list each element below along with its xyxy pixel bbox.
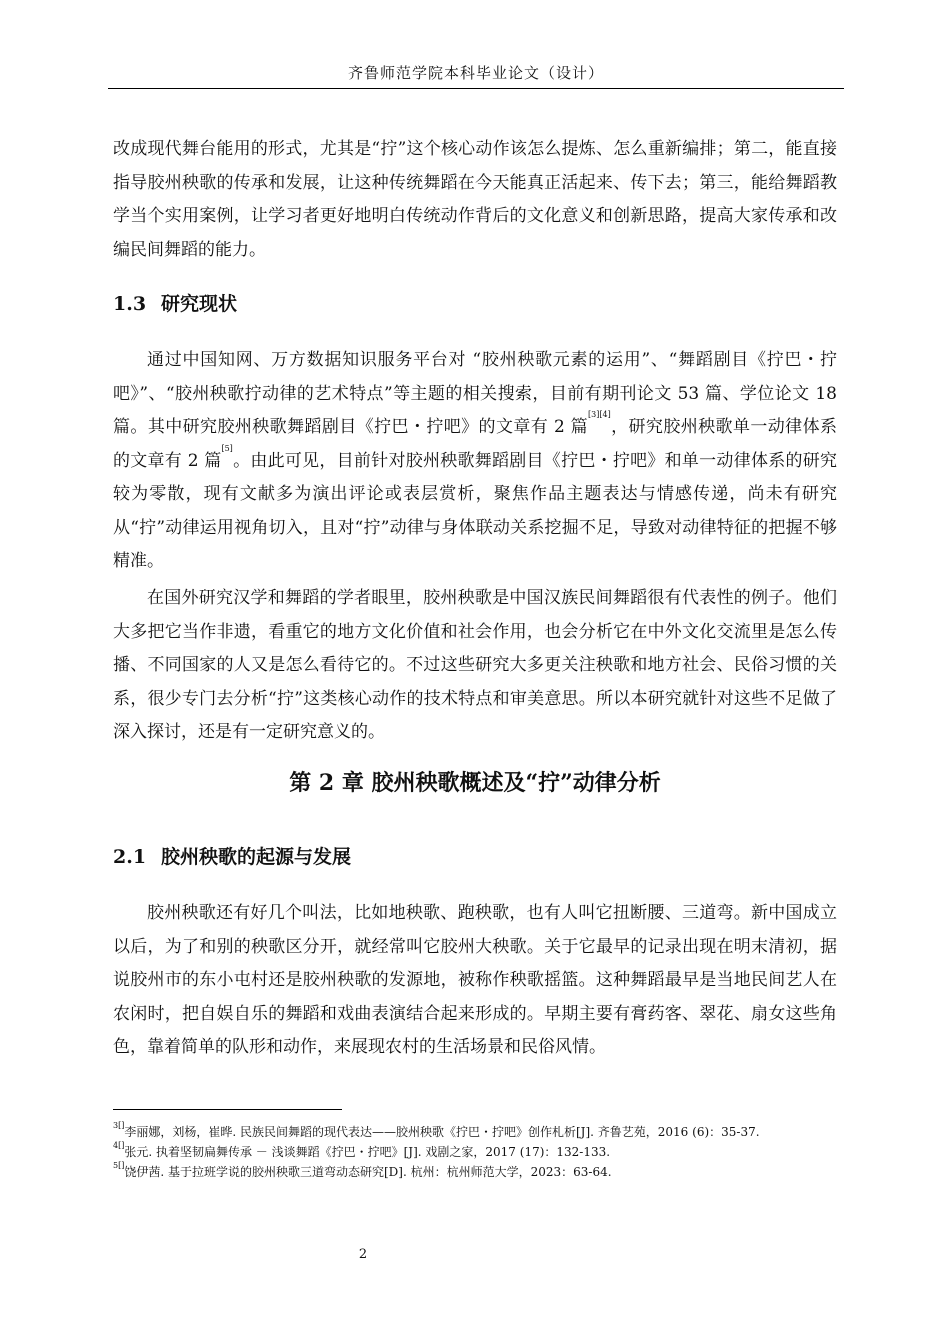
section-number: 1.3 (113, 293, 147, 315)
paragraph-2 (113, 344, 837, 579)
footnote-mark: 5 (113, 1161, 119, 1170)
running-header: 齐鲁师范学院本科毕业论文（设计） (347, 64, 604, 82)
chapter-heading: 第 2 章 胶州秧歌概述及“拧”动律分析 (289, 770, 661, 796)
paragraph-3: 在国外研究汉学和舞蹈的学者眼里，胶州秧歌是中国汉族民间舞蹈很有代表性的例子。他们大多把它当作非遗，看重它的地方文化价值和社会作用，也会分析它在中外文化交流里是怎么传播、不同国家的人又是怎么看待它的。不过这些研究大多更关注秧歌和地方社会、民俗习惯的关系，很少专门去分析“拧”这类核心动作的技术特点和审美意思。所以本研究就针对这些不足做了深入探讨，还是有一定研究意义的。 (113, 588, 837, 742)
footnote-text: 张元. 执着坚韧扁舞传承 － 浅谈舞蹈《拧巴・拧吧》[J]. 戏剧之家，2017 (17)：132-133. (124, 1145, 611, 1159)
footnote-ref: [] (118, 1161, 125, 1170)
section-title: 研究现状 (161, 293, 238, 315)
paragraph-1: 改成现代舞台能用的形式，尤其是“拧”这个核心动作该怎么提炼、怎么重新编排；第二，能直接指导胶州秧歌的传承和发展，让这种传统舞蹈在今天能真正活起来、传下去；第三，能给舞蹈教学当个实用案例，让学习者更好地明白传统动作背后的文化意义和创新思路，提高大家传承和改编民间舞蹈的能力。 (113, 139, 837, 260)
header-rule (108, 88, 844, 89)
footnote-mark: 4 (113, 1141, 119, 1150)
page-number: 2 (358, 1247, 368, 1262)
footnote-ref: [] (118, 1141, 125, 1150)
section-number: 2.1 (113, 846, 147, 868)
footnote-ref: [] (118, 1121, 125, 1130)
section-heading-2-1 (113, 842, 351, 869)
citation-5[interactable]: [5] (221, 443, 233, 453)
footnote-5 (113, 1162, 837, 1182)
footnote-3 (113, 1122, 837, 1142)
footnote-text: 饶伊茜. 基于拉班学说的胶州秧歌三道弯动态研究[D]. 杭州：杭州师范大学，2023：63-64. (124, 1165, 612, 1179)
paragraph-4: 胶州秧歌还有好几个叫法，比如地秧歌、跑秧歌，也有人叫它扭断腰、三道弯。新中国成立以后，为了和别的秧歌区分开，就经常叫它胶州大秧歌。关于它最早的记录出现在明末清初，据说胶州市的东小屯村还是胶州秧歌的发源地，被称作秧歌摇篮。这种舞蹈最早是当地民间艺人在农闲时，把自娱自乐的舞蹈和戏曲表演结合起来形成的。早期主要有膏药客、翠花、扇女这些角色，靠着简单的队形和动作，来展现农村的生活场景和民俗风情。 (113, 903, 837, 1057)
section-title: 胶州秧歌的起源与发展 (161, 846, 352, 868)
citation-3-4[interactable]: [3][4] (588, 410, 611, 419)
footnote-4 (113, 1142, 837, 1162)
footnote-text: 李丽娜，刘杨，崔晔. 民族民间舞蹈的现代表达——胶州秧歌《拧巴・拧吧》创作札析[J]. 齐鲁艺苑，2016 (6)：35-37. (124, 1125, 760, 1139)
section-heading-1-3 (113, 289, 237, 316)
footnotes (113, 1122, 837, 1182)
paragraph-2-text-c: 。由此可见，目前针对胶州秧歌舞蹈剧目《拧巴・拧吧》和单一动律体系的研究较为零散，现有文献多为演出评论或表层赏析，聚焦作品主题表达与情感传递，尚未有研究从“拧”动律运用视角切入，且对“拧”动律与身体联动关系挖掘不足，导致对动律特征的把握不够精准。 (113, 450, 838, 571)
footnote-separator (113, 1109, 342, 1110)
footnote-mark: 3 (113, 1121, 119, 1130)
paragraph-2-text-a: 通过中国知网、万方数据知识服务平台对 “胶州秧歌元素的运用”、“舞蹈剧目《拧巴・拧吧》”、“胶州秧歌拧动律的艺术特点”等主题的相关搜索，目前有期刊论文 53 篇、学位论文 18 篇。其中研究胶州秧歌舞蹈剧目《拧巴・拧吧》的文章有 2 篇 (113, 350, 837, 437)
paragraph-2-text-b: ，研究胶州秧歌单一动律体系的文章有 2 篇 (113, 417, 837, 471)
